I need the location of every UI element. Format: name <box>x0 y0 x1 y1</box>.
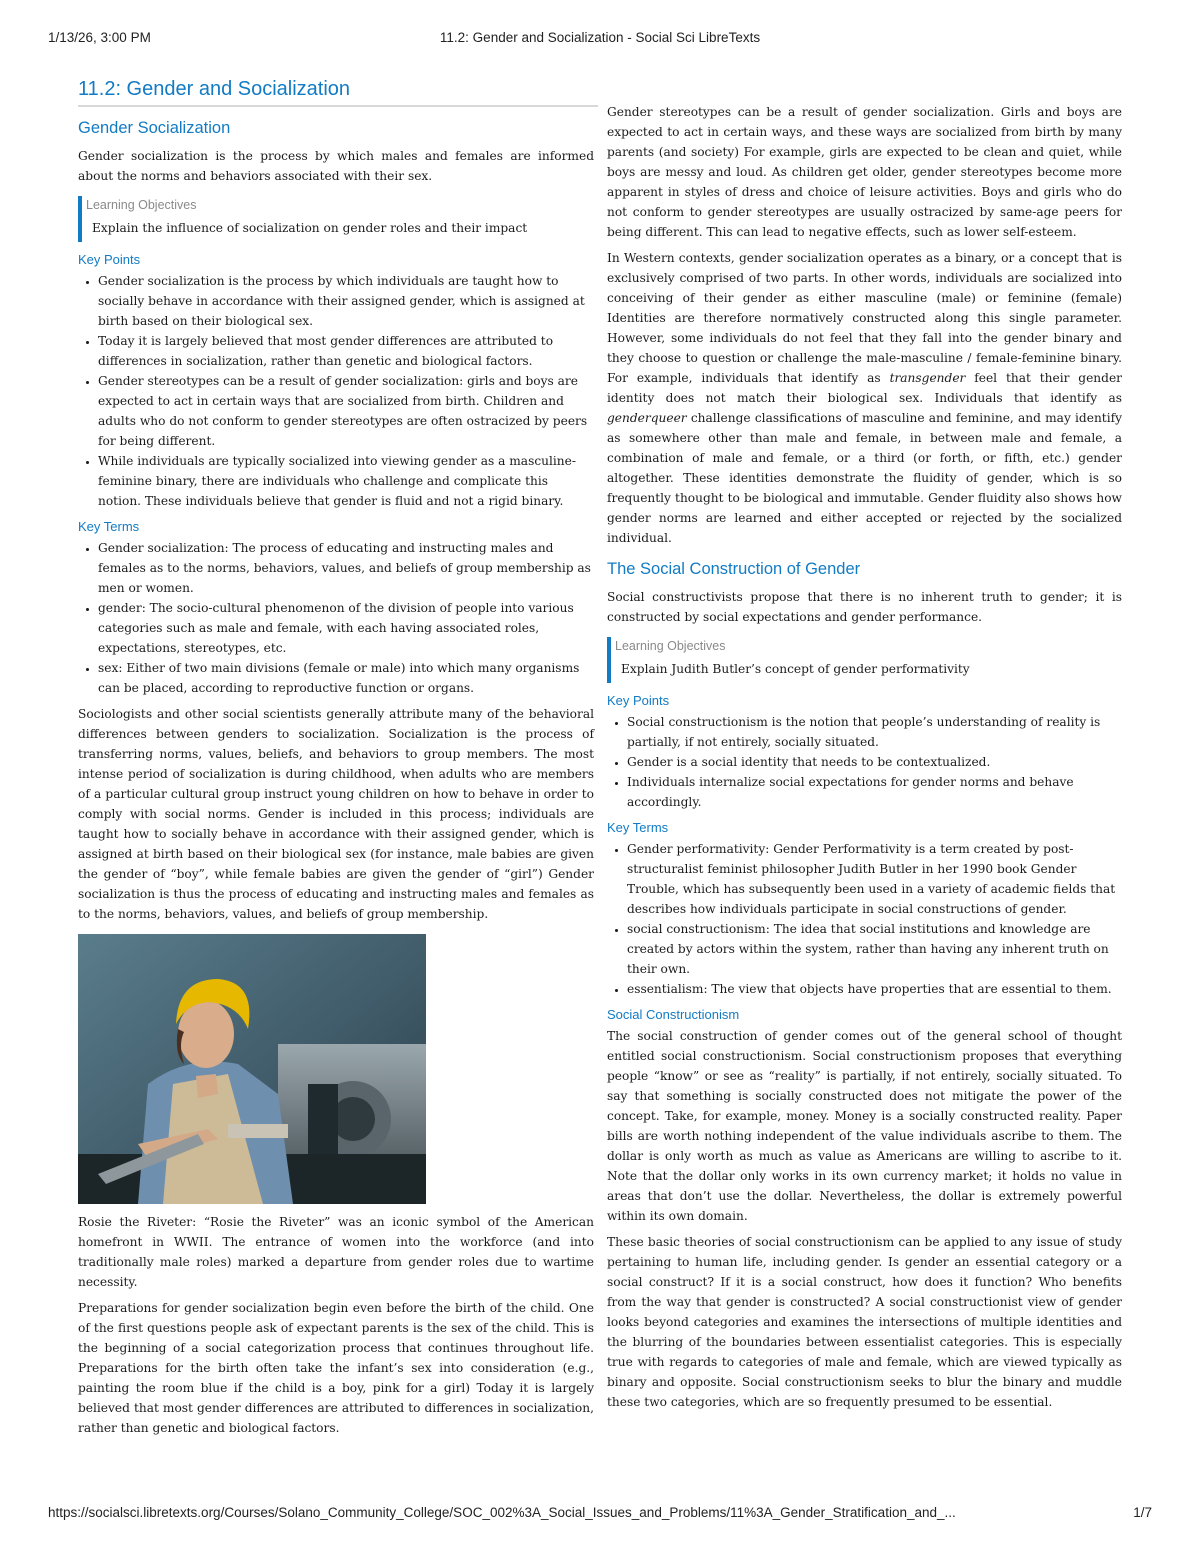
learning-objectives-box <box>78 196 594 242</box>
print-header <box>48 30 1152 50</box>
left-column <box>78 78 594 1444</box>
list-item: • While individuals are typically socialized into viewing gender as a masculine-feminine binary, there are individuals who challenge and complicate this notion. These individuals believe that gender is fluid and not a rigid binary. <box>98 451 594 511</box>
figure-caption: Rosie the Riveter: “Rosie the Riveter” was an iconic symbol of the American homefront in WWII. The entrance of women into the workforce (and into traditionally male roles) marked a departure from gender roles due to wartime necessity. <box>78 1215 594 1289</box>
list-item: • Gender stereotypes can be a result of gender socialization: girls and boys are expected to act in certain ways that are socialized from birth. Children and adults who do not conform to gender stereotypes are often ostracized by peers for being different. <box>98 371 594 451</box>
list-item: • sex: Either of two main divisions (female or male) into which many organisms can be placed, according to reproductive function or organs. <box>98 658 594 698</box>
text-run: In Western contexts, gender socialization operates as a binary, or a concept that is exclusively comprised of two parts. In other words, individuals are socialized into conceiving of their gender as either masculine (male) or feminine (female) Identities are therefore normatively constructed along this single parameter. However, some individuals do not feel that they fall into the gender binary and they choose to question or challenge the male-masculine / female-feminine binary. For example, individuals that identify as <box>607 251 1122 385</box>
text-run: challenge classifications of masculine and feminine, and may identify as somewhere other than male and female, in between male and female, a combination of male and female, or a third (or forth, or fifth, etc.) gender altogether. These identities demonstrate the fluidity of gender, which is so frequently thought to be biological and immutable. Gender fluidity also shows how gender norms are learned and either accepted or rejected by the socialized individual. <box>607 411 1122 545</box>
term-transgender: transgender <box>889 371 966 385</box>
list-item: • Gender socialization is the process by which individuals are taught how to socially behave in accordance with their assigned gender, which is assigned at birth based on their biological sex. <box>98 271 594 331</box>
body-paragraph: Preparations for gender socialization begin even before the birth of the child. One of the first questions people ask of expectant parents is the sex of the child. This is the beginning of a social categorization process that continues throughout life. Preparations for the birth often take the infant’s sex into consideration (e.g., painting the room blue if the child is a boy, pink for a girl) Today it is largely believed that most gender differences are attributed to differences in socialization, rather than genetic and biological factors. <box>78 1301 594 1435</box>
key-terms-list <box>78 538 594 698</box>
key-points-heading: Key Points <box>607 693 670 708</box>
body-paragraph: These basic theories of social constructionism can be applied to any issue of study pertaining to human life, including gender. Is gender an essential category or a social construct? If it is a social construct, how does it function? Who benefits from the way that gender is constructed? A social constructionist view of gender looks beyond categories and examines the intersections of multiple identities and the blurring of the boundaries between essentialist categories. This is especially true with regards to categories of male and female, which are viewed typically as binary and opposite. Social constructionism seeks to blur the binary and muddle these two categories, which are so frequently presumed to be essential. <box>607 1235 1122 1409</box>
page-url: https://socialsci.libretexts.org/Courses/Solano_Community_College/SOC_002%3A_Social_Issues_and_Problems/11%3A_Gender_Stratification_and_... <box>48 1505 956 1520</box>
rosie-the-riveter-photo <box>78 934 426 1204</box>
learning-objectives-heading: Learning Objectives <box>86 198 197 212</box>
body-paragraph-binary <box>607 248 1122 548</box>
list-item: • Individuals internalize social expectations for gender norms and behave accordingly. <box>627 772 1122 812</box>
print-datetime: 1/13/26, 3:00 PM <box>48 30 151 45</box>
body-paragraph: Gender stereotypes can be a result of gender socialization. Girls and boys are expected to act in certain ways, and these ways are socialized from birth by many parents (and society) For example, girls are expected to be clean and quiet, while boys are messy and loud. As children get older, gender stereotypes become more apparent in styles of dress and choice of leisure activities. Boys and girls who do not conform to gender stereotypes are usually ostracized by same-age peers for being different. This can lead to negative effects, such as lower self-esteem. <box>607 105 1122 239</box>
key-points-list <box>607 712 1122 812</box>
learning-objective: Explain the influence of socialization on gender roles and their impact <box>92 221 528 235</box>
page-number: 1/7 <box>1133 1505 1152 1520</box>
learning-objectives-heading: Learning Objectives <box>615 639 726 653</box>
text-run: feel that their gender identity does not match their biological sex. Individuals that identify as <box>607 371 1122 405</box>
list-item: • social constructionism: The idea that social institutions and knowledge are created by actors within the system, rather than having any inherent truth on their own. <box>627 919 1122 979</box>
key-terms-heading: Key Terms <box>78 519 140 534</box>
key-points-heading: Key Points <box>78 252 141 267</box>
list-item: • Today it is largely believed that most gender differences are attributed to differences in socialization, rather than genetic and biological factors. <box>98 331 594 371</box>
body-paragraph: The social construction of gender comes out of the general school of thought entitled social constructionism. Social constructionism proposes that everything people “know” or see as “reality” is partially, if not entirely, socially situated. To say that something is socially constructed does not mitigate the power of the concept. Take, for example, money. Money is a socially constructed reality. Paper bills are worth nothing independent of the value individuals ascribe to them. The dollar is only worth as much as value as Americans are willing to ascribe to it. Note that the dollar only works in its own currency market; it holds no value in areas that don’t use the dollar. Nevertheless, the dollar is extremely powerful within its own domain. <box>607 1029 1122 1223</box>
section-heading-gender-socialization: Gender Socialization <box>78 119 231 137</box>
list-item: • Gender performativity: Gender Performativity is a term created by post-structuralist feminist philosopher Judith Butler in her 1990 book Gender Trouble, which has subsequently been used in a variety of academic fields that describes how individuals participate in social constructions of gender. <box>627 839 1122 919</box>
list-item: • Gender is a social identity that needs to be contextualized. <box>627 752 1122 772</box>
body-paragraph: Sociologists and other social scientists generally attribute many of the behavioral differences between genders to socialization. Socialization is the process of transferring norms, values, beliefs, and behaviors to group members. The most intense period of socialization is during childhood, when adults who are members of a particular cultural group instruct young children on how to behave in order to comply with social norms. Gender is included in this process; individuals are taught how to socially behave in accordance with their assigned gender, which is assigned at birth based on their biological sex (for instance, male babies are given the gender of “boy”, while female babies are given the gender of “girl”) Gender socialization is thus the process of educating and instructing males and females as to the norms, behaviors, values, and beliefs of group membership. <box>78 707 594 921</box>
list-item: • Gender socialization: The process of educating and instructing males and females as to the norms, behaviors, values, and beliefs of group membership as men or women. <box>98 538 594 598</box>
section-heading-social-construction: The Social Construction of Gender <box>607 560 861 578</box>
key-terms-list <box>607 839 1122 999</box>
page-title: 11.2: Gender and Socialization <box>78 78 598 107</box>
list-item: • essentialism: The view that objects have properties that are essential to them. <box>627 979 1122 999</box>
intro-paragraph: Gender socialization is the process by which males and females are informed about the norms and behaviors associated with their sex. <box>78 149 594 183</box>
learning-objectives-box <box>607 637 1122 683</box>
key-points-list <box>78 271 594 511</box>
learning-objective: Explain Judith Butler’s concept of gender performativity <box>621 662 970 676</box>
body-paragraph: Social constructivists propose that there is no inherent truth to gender; it is constructed by social expectations and gender performance. <box>607 590 1122 624</box>
right-column <box>607 102 1122 1418</box>
term-genderqueer: genderqueer <box>607 411 687 425</box>
print-page-title: 11.2: Gender and Socialization - Social Sci LibreTexts <box>439 30 761 45</box>
list-item: • Social constructionism is the notion that people’s understanding of reality is partially, if not entirely, socially situated. <box>627 712 1122 752</box>
key-terms-heading: Key Terms <box>607 820 669 835</box>
print-footer <box>48 1505 1152 1525</box>
list-item: • gender: The socio-cultural phenomenon of the division of people into various categories such as male and female, with each having associated roles, expectations, stereotypes, etc. <box>98 598 594 658</box>
subsection-heading-social-constructionism: Social Constructionism <box>607 1007 740 1022</box>
